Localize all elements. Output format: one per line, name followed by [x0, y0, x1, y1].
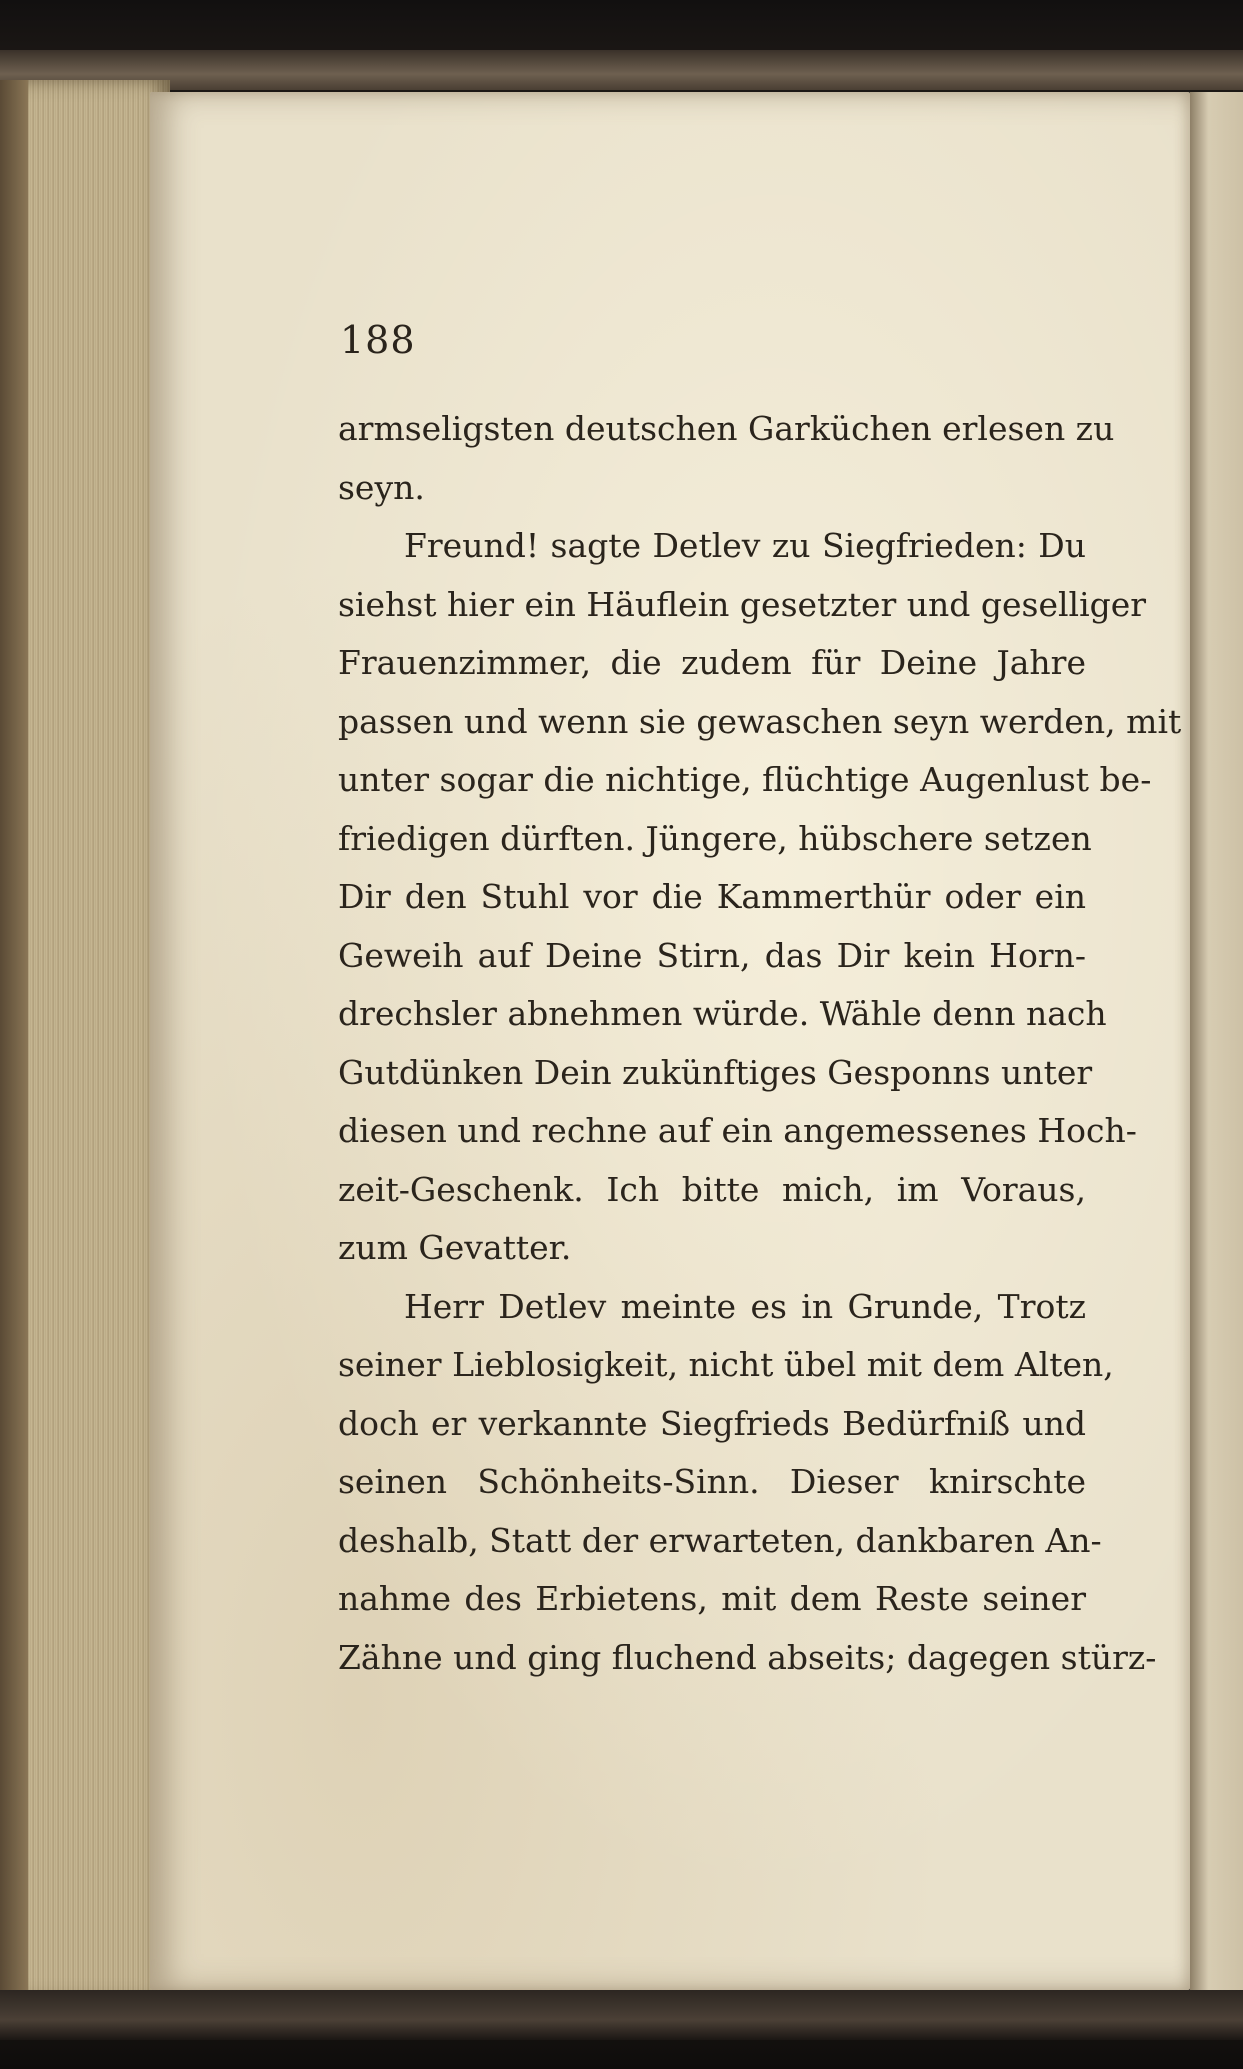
page-number: 188: [340, 318, 416, 362]
text-line: Frauenzimmer, die zudem für Deine Jahre: [338, 643, 1086, 682]
text-line: seinen Schönheits-Sinn. Dieser knirschte: [338, 1462, 1086, 1501]
text-line: armseligsten deutschen Garküchen erlesen zu: [338, 409, 1115, 448]
text-line: Herr Detlev meinte es in Grunde, Trotz: [404, 1286, 1086, 1326]
text-line: Geweih auf Deine Stirn, das Dir kein Horn-: [338, 935, 1086, 975]
stacked-page-edges: [0, 80, 170, 2000]
text-line: Gutdünken Dein zukünftiges Gesponns unter: [338, 1052, 1093, 1092]
text-line: Dir den Stuhl vor die Kammerthür oder ein: [338, 877, 1086, 916]
text-line: seiner Lieblosigkeit, nicht übel mit dem Alten,: [338, 1345, 1114, 1384]
book-cover-top-edge: [0, 50, 1243, 90]
text-line: doch er verkannte Siegfrieds Bedürfniß und: [338, 1403, 1086, 1443]
text-line: nahme des Erbietens, mit dem Reste seiner: [338, 1579, 1086, 1618]
text-line: zum Gevatter.: [338, 1228, 572, 1267]
text-line: Freund! sagte Detlev zu Siegfrieden: Du: [404, 526, 1086, 565]
text-line: unter sogar die nichtige, flüchtige Augenlust be-: [338, 760, 1152, 799]
text-line: passen und wenn sie gewaschen seyn werden, mit: [338, 701, 1182, 741]
text-line: seyn.: [338, 467, 425, 507]
book-cover-bottom-edge: [0, 1990, 1243, 2040]
text-line: drechsler abnehmen würde. Wähle denn nach: [338, 994, 1107, 1033]
page-body-text: [338, 400, 1182, 1687]
text-line: deshalb, Statt der erwarteten, dankbaren An-: [338, 1520, 1102, 1560]
facing-page-edge: [1190, 92, 1243, 1990]
text-line: friedigen dürften. Jüngere, hübschere setzen: [338, 818, 1092, 858]
text-line: zeit-Geschenk. Ich bitte mich, im Voraus,: [338, 1169, 1086, 1209]
text-line: Zähne und ging fluchend abseits; dagegen stürz-: [338, 1637, 1157, 1677]
text-line: siehst hier ein Häuflein gesetzter und geselliger: [338, 584, 1147, 624]
text-line: diesen und rechne auf ein angemessenes Hoch-: [338, 1111, 1137, 1150]
